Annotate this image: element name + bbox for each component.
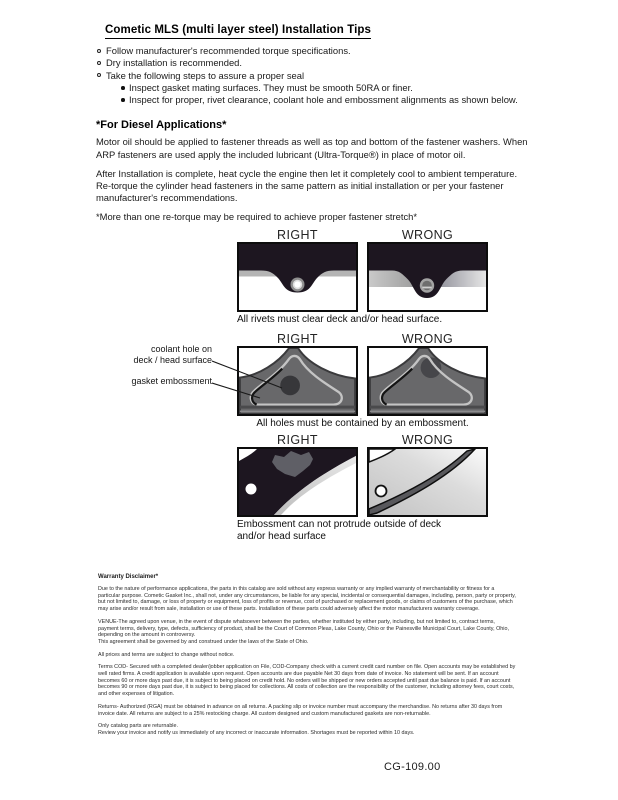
document-code: CG-109.00 xyxy=(384,761,441,773)
list-item xyxy=(96,70,528,107)
list-item xyxy=(96,45,528,57)
embossment-wrong-diagram xyxy=(369,348,486,414)
rivet-clearance-row xyxy=(237,228,491,326)
filled-circle-bullet-icon xyxy=(121,86,125,90)
diesel-paragraph-1: Motor oil should be applied to fastener threads as well as top and bottom of the fastener washers. When ARP fasteners are used apply the included lubricant (Ultra-Torque®) in place of motor oil. xyxy=(96,136,528,160)
tips-list xyxy=(96,45,528,106)
diesel-applications-heading: *For Diesel Applications* xyxy=(96,119,227,132)
warranty-paragraph: Review your invoice and notify us immediately of any incorrect or inaccurate information. Shortages must be reported within 10 days. xyxy=(98,729,415,736)
wrong-label: WRONG xyxy=(401,433,454,447)
embossment-wrong-panel xyxy=(367,346,488,416)
rivet-right-diagram xyxy=(239,244,356,310)
protrusion-caption xyxy=(237,519,491,543)
diagram-annotations xyxy=(96,344,212,387)
installation-tips-section xyxy=(96,20,528,223)
warranty-paragraph: VENUE-The agreed upon venue, in the event of dispute whatsoever between the parties, whether instituted by either party, including, but not limited to, contract terms, payment terms, delivery, type, defects, sufficiency of product, shall be the Court of Common Pleas, Lake County, Ohio or the Painesville Municipal Court, Lake County, Ohio, depending on the amount in controversy. xyxy=(98,618,509,639)
sub-tips-list xyxy=(106,82,528,107)
diagram-labels xyxy=(237,228,491,242)
list-item xyxy=(120,82,528,94)
right-label: RIGHT xyxy=(277,228,318,242)
wrong-label: WRONG xyxy=(401,332,454,346)
wrong-label: WRONG xyxy=(401,228,454,242)
warranty-paragraph: Returns- Authorized (RGA) must be obtained in advance on all returns. A packing slip or invoice number must accompany the merchandise. No returns after 30 days from invoice date. All returns are subject to a 25% restocking charge. All custom designed and custom manufactured gaskets are non-returnable. xyxy=(98,703,503,717)
rivet-wrong-diagram xyxy=(369,244,486,310)
page-title: Cometic MLS (multi layer steel) Installation Tips xyxy=(105,24,371,39)
protrusion-caption-line2: and/or head surface xyxy=(237,531,326,542)
warranty-paragraph: Only catalog parts are returnable. xyxy=(98,723,179,730)
gasket-embossment-label: gasket embossment xyxy=(131,376,212,386)
warranty-paragraph: Due to the nature of performance applications, the parts in this catalog are sold without any express warranty or any implied warranty of merchantability or fitness for a particular purpose. Cometic Gasket Inc., shall not, under any circumstances, be liable for any special, incidental or consequential damages, including, person, party or property, but not limited to, damage, or loss of property or equipment, loss of profits or revenue, cost of purchased or replacement goods, or claims of customers of the purchase, which may arise and/or result from sale, installation or use of these parts. Installation of these parts could adversely affect the motor manufacturers warranty coverage. xyxy=(98,586,516,613)
protrusion-wrong-diagram xyxy=(369,449,486,515)
tip-text: Dry installation is recommended. xyxy=(106,57,242,69)
bolt-hole xyxy=(246,484,257,495)
rivet-right-panel xyxy=(237,242,358,312)
protrusion-right-diagram xyxy=(239,449,356,515)
annotation-leader-lines xyxy=(212,352,292,402)
coolant-hole-label-line1: coolant hole on xyxy=(150,344,212,354)
list-item xyxy=(96,57,528,69)
tip-text: Inspect gasket mating surfaces. They must be smooth 50RA or finer. xyxy=(129,81,413,93)
diagram-labels xyxy=(237,332,491,346)
filled-circle-bullet-icon xyxy=(121,98,125,102)
protrusion-right-panel xyxy=(237,447,358,517)
warranty-paragraph: This agreement shall be governed by and construed under the laws of the State of Ohio. xyxy=(98,638,309,645)
diesel-paragraph-2: After Installation is complete, heat cycle the engine then let it completely cool to ambient temperature. Re-torque the cylinder head fasteners in the same pattern as initial installation or per your fastener manufacturer's recommendations. xyxy=(96,167,518,204)
tip-text: Inspect for proper, rivet clearance, coolant hole and embossment alignments as shown below. xyxy=(129,94,518,106)
protrusion-row xyxy=(237,433,491,543)
warranty-paragraph: All prices and terms are subject to change without notice. xyxy=(98,651,235,658)
protrusion-wrong-panel xyxy=(367,447,488,517)
retorque-note: *More than one re-torque may be required to achieve proper fastener stretch* xyxy=(96,210,418,222)
rivet-caption: All rivets must clear deck and/or head surface. xyxy=(237,314,443,325)
diagram-labels xyxy=(237,433,491,447)
protrusion-caption-line1: Embossment can not protrude outside of deck xyxy=(237,519,442,530)
right-label: RIGHT xyxy=(277,332,318,346)
warranty-heading: Warranty Disclaimer* xyxy=(98,574,159,580)
diagram-panels xyxy=(237,447,491,517)
right-label: RIGHT xyxy=(277,433,318,447)
open-circle-bullet-icon xyxy=(97,49,101,53)
coolant-hole-label-line2: deck / head surface xyxy=(133,354,212,365)
open-circle-bullet-icon xyxy=(97,61,101,65)
warranty-disclaimer-section xyxy=(98,574,516,737)
tip-text: Take the following steps to assure a proper seal xyxy=(106,69,305,81)
embossment-caption: All holes must be contained by an embossment. xyxy=(256,418,469,429)
warranty-paragraph: Terms COD- Secured with a completed dealer/jobber application on File, COD-Company check with a current credit card number on file. Open accounts may be established by well rated firms. A credit application is available upon request. Open accounts are due payable Net 30 days from date of invoice. No statement will be sent. If an account becomes 60 or more days past due, it is subject to being placed on credit hold. No orders will be shipped or new orders accepted until past due balance is paid. If an account becomes 90 or more days past due, it is subject to being placed for collections. All costs of collection are the responsibility of the customer, including attorney fees, court costs, and other expenses of litigation. xyxy=(98,664,516,698)
list-item xyxy=(120,94,528,106)
open-circle-bullet-icon xyxy=(97,73,101,77)
bolt-hole xyxy=(376,486,387,497)
tip-text: Follow manufacturer's recommended torque specifications. xyxy=(106,45,351,56)
diagram-panels xyxy=(237,242,491,312)
rivet-wrong-panel xyxy=(367,242,488,312)
